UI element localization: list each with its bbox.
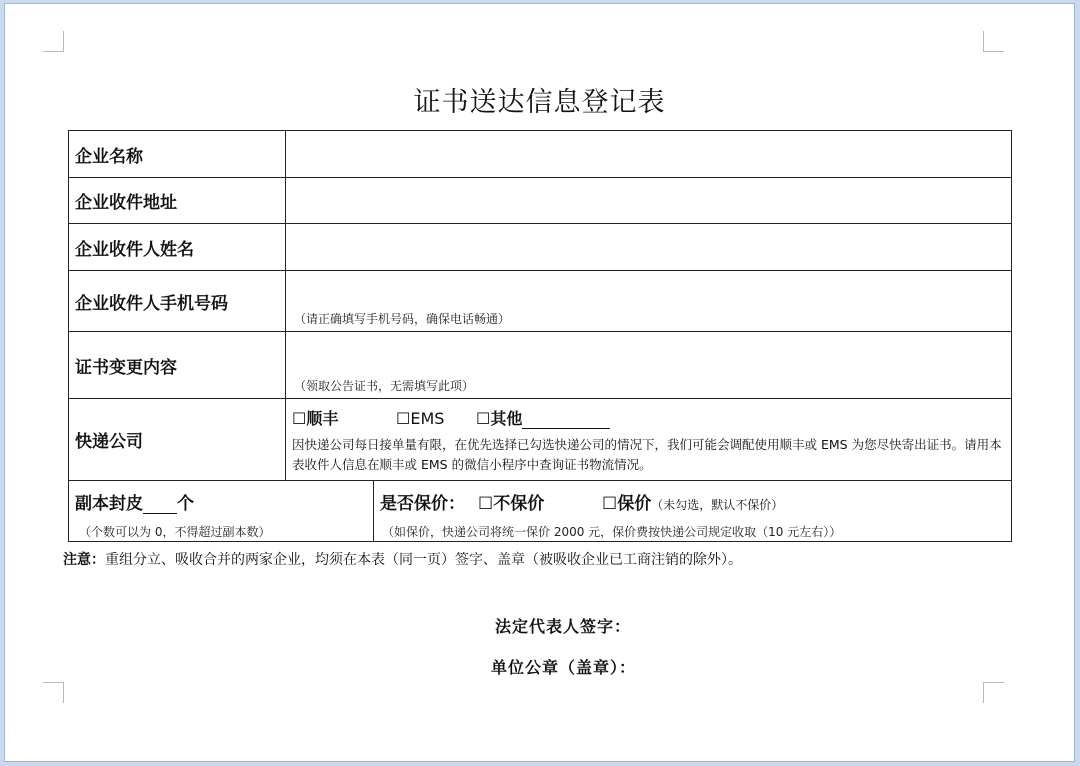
cell-insurance xyxy=(374,481,1012,542)
row-phone xyxy=(69,271,1012,332)
label-courier: 快递公司 xyxy=(69,399,286,481)
row-address xyxy=(69,178,1012,224)
insurance-line xyxy=(380,489,1005,514)
insurance-hint: （如保价，快递公司将统一保价 2000 元，保价费按快递公司规定收取（10 元左右）） xyxy=(382,525,842,539)
crop-mark-top-right xyxy=(983,31,1004,52)
registration-form-table xyxy=(68,130,1012,542)
page-title: 证书送达信息登记表 xyxy=(413,87,666,118)
checkbox-no-insurance[interactable]: ☐不保价 xyxy=(478,494,545,514)
copies-unit: 个 xyxy=(177,494,194,514)
field-change[interactable] xyxy=(286,332,1012,399)
field-courier xyxy=(286,399,1012,481)
field-recipient-name[interactable] xyxy=(286,224,1012,271)
courier-options xyxy=(292,402,1005,429)
copies-line xyxy=(75,489,367,514)
copies-label: 副本封皮 xyxy=(75,494,143,514)
field-phone[interactable] xyxy=(286,271,1012,332)
checkbox-insurance[interactable]: ☐保价 xyxy=(602,494,652,514)
courier-note: 因快递公司每日接单量有限，在优先选择已勾选快递公司的情况下，我们可能会调配使用顺丰或 EMS 为您尽快寄出证书。请用本表收件人信息在顺丰或 EMS 的微信小程序中查询证书物流情况。 xyxy=(292,437,1002,472)
field-company-name[interactable] xyxy=(286,131,1012,178)
document-page xyxy=(4,3,1075,762)
checkbox-other[interactable]: ☐其他 xyxy=(476,409,523,428)
crop-mark-bottom-left xyxy=(43,682,64,703)
note-text: 重组分立、吸收合并的两家企业，均须在本表（同一页）签字、盖章（被吸收企业已工商注销的除外）。 xyxy=(105,552,742,568)
note xyxy=(63,549,742,569)
label-phone: 企业收件人手机号码 xyxy=(69,271,286,332)
crop-mark-bottom-right xyxy=(983,682,1004,703)
note-prefix: 注意： xyxy=(63,552,105,568)
copies-hint: （个数可以为 0，不得超过副本数） xyxy=(79,525,271,539)
label-recipient-name: 企业收件人姓名 xyxy=(69,224,286,271)
field-address[interactable] xyxy=(286,178,1012,224)
insurance-label: 是否保价： xyxy=(380,494,465,514)
checkbox-sf[interactable]: ☐顺丰 xyxy=(292,409,339,428)
row-company-name xyxy=(69,131,1012,178)
label-address: 企业收件地址 xyxy=(69,178,286,224)
row-courier xyxy=(69,399,1012,481)
checkbox-ems[interactable]: ☐EMS xyxy=(396,409,445,428)
copies-blank-line[interactable] xyxy=(143,495,177,514)
row-recipient-name xyxy=(69,224,1012,271)
row-copies-insurance xyxy=(69,481,1012,542)
change-hint: （领取公告证书，无需填写此项） xyxy=(294,379,475,393)
row-change xyxy=(69,332,1012,399)
crop-mark-top-left xyxy=(43,31,64,52)
label-change: 证书变更内容 xyxy=(69,332,286,399)
label-company-name: 企业名称 xyxy=(69,131,286,178)
company-seal: 单位公章（盖章）： xyxy=(491,658,637,677)
phone-hint: （请正确填写手机号码，确保电话畅通） xyxy=(294,312,511,326)
insurance-default-hint: （未勾选，默认不保价） xyxy=(651,498,784,512)
legal-rep-signature: 法定代表人签字： xyxy=(495,617,632,636)
other-blank-line[interactable] xyxy=(522,410,610,429)
cell-copies xyxy=(69,481,374,542)
